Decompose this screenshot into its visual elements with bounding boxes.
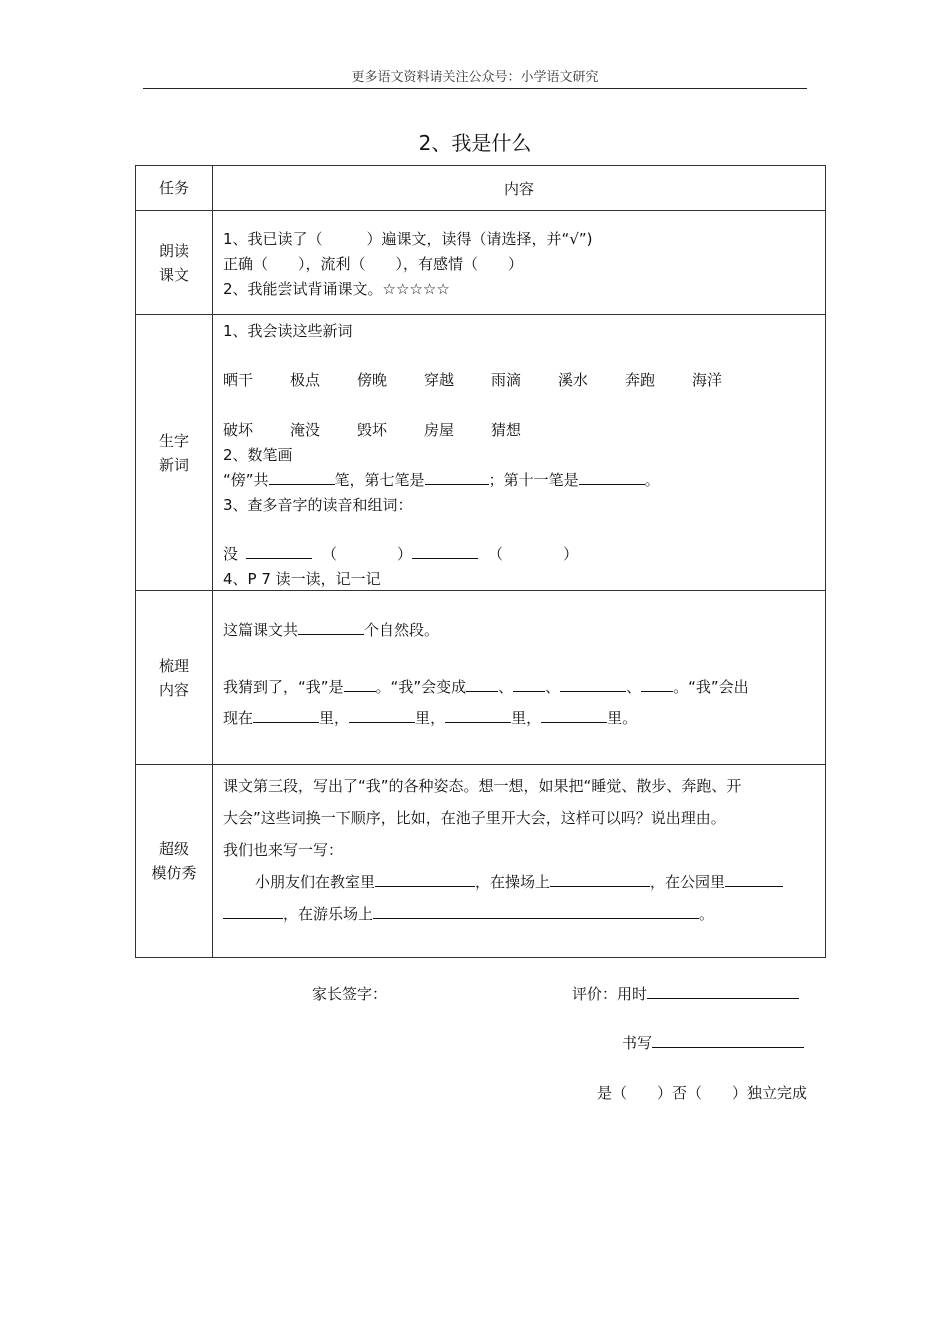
vocab-word: 极点 (290, 371, 321, 389)
reading-line-1-b: ）遍课文，读得（请选择，并“√”) (366, 230, 593, 248)
vocab-heading-4: 4、P 7 读一读，记一记 (223, 570, 381, 588)
polyphone-char: 没 (223, 545, 239, 563)
outline-text: 里 (511, 709, 527, 727)
reading-line-3: 2、我能尝试背诵课文。☆☆☆☆☆ (223, 280, 450, 298)
row-label-vocab (136, 315, 213, 591)
row-label-outline-2: 内容 (158, 680, 189, 699)
blank-field[interactable] (541, 707, 607, 723)
vocab-heading-3: 3、查多音字的读音和组词： (223, 496, 413, 514)
stroke-text-b: 笔，第七笔是 (334, 471, 425, 489)
outline-text: 。“我”会出 (673, 678, 749, 696)
page-header: 更多语文资料请关注公众号：小学语文研究 (351, 70, 599, 85)
blank-field[interactable] (560, 676, 626, 692)
outline-line-3 (223, 707, 637, 728)
reading-line-2: 正确（ ），流利（ ），有感情（ ） (223, 255, 524, 273)
imitate-text: ，在操场上 (475, 873, 551, 891)
vocab-word: 晒干 (223, 371, 254, 389)
separator: ， (430, 709, 446, 727)
blank-field[interactable] (466, 676, 498, 692)
outline-text: 里 (415, 709, 431, 727)
vocab-words-row-2 (223, 419, 558, 440)
header-rule (143, 88, 807, 89)
evaluation-time-label: 评价：用时 (572, 985, 648, 1003)
blank-field[interactable] (246, 543, 312, 559)
paren-close: ） (563, 545, 579, 563)
imitate-line-1: 课文第三段，写出了“我”的各种姿态。想一想，如果把“睡觉、散步、奔跑、开 (223, 777, 742, 795)
row-label-imitate-1: 超级 (158, 840, 189, 858)
blank-field[interactable] (652, 1032, 804, 1048)
outline-text: 里 (319, 709, 335, 727)
outline-text: 。“我”会变成 (375, 678, 467, 696)
vocab-word: 破坏 (223, 421, 254, 439)
blank-field[interactable] (253, 707, 319, 723)
polyphone-line (223, 543, 578, 564)
outline-text: 个自然段。 (364, 621, 440, 639)
worksheet-table (135, 165, 826, 958)
outline-content (213, 591, 826, 765)
vocab-heading-1: 1、我会读这些新词 (223, 322, 353, 340)
stroke-text-d: 。 (644, 471, 660, 489)
vocab-word: 雨滴 (491, 371, 522, 389)
vocab-word: 傍晚 (357, 371, 388, 389)
paren-close: ） (397, 545, 413, 563)
imitate-text: 小朋友们在教室里 (255, 873, 376, 891)
vocab-word: 海洋 (692, 371, 723, 389)
stroke-text-c: ；第十一笔是 (488, 471, 579, 489)
imitate-text: 。 (699, 905, 715, 923)
outline-text: 我猜到了，“我”是 (223, 678, 344, 696)
outline-line-2 (223, 676, 749, 697)
vocab-word: 猜想 (491, 421, 522, 439)
row-label-reading-1: 朗读 (158, 241, 189, 260)
separator: 、 (545, 678, 561, 696)
blank-field[interactable] (298, 619, 364, 635)
row-label-reading (136, 211, 213, 315)
vocab-word: 穿越 (424, 371, 455, 389)
vocab-word: 淹没 (290, 421, 321, 439)
blank-field[interactable] (725, 871, 783, 887)
blank-field[interactable] (647, 983, 799, 999)
blank-field[interactable] (513, 676, 545, 692)
column-header-task: 任务 (136, 166, 213, 211)
row-label-outline (136, 591, 213, 765)
row-label-imitate-2: 模仿秀 (151, 864, 197, 882)
imitate-text: ，在游乐场上 (283, 905, 374, 923)
row-label-vocab-1: 生字 (158, 431, 189, 450)
blank-field[interactable] (425, 469, 489, 485)
row-label-outline-1: 梳理 (158, 656, 189, 675)
vocab-words-row-1 (223, 369, 759, 390)
vocab-word: 房屋 (424, 421, 455, 439)
blank-field[interactable] (579, 469, 645, 485)
stroke-count-line (223, 469, 660, 490)
reading-content (213, 211, 826, 315)
separator: 、 (498, 678, 514, 696)
imitate-line-5 (223, 903, 714, 924)
outline-text: 这篇课文共 (223, 621, 299, 639)
separator: ， (526, 709, 542, 727)
blank-field[interactable] (550, 871, 650, 887)
paren-open: （ (322, 545, 338, 563)
imitate-content (213, 765, 826, 958)
vocab-heading-2: 2、数笔画 (223, 446, 293, 464)
stroke-text-a: “傍”共 (223, 471, 269, 489)
blank-field[interactable] (223, 903, 283, 919)
separator: 、 (626, 678, 642, 696)
blank-field[interactable] (373, 903, 699, 919)
imitate-text: ，在公园里 (650, 873, 726, 891)
evaluation-time (572, 983, 799, 1004)
column-header-content: 内容 (213, 166, 826, 211)
blank-field[interactable] (349, 707, 415, 723)
reading-line-1-a: 1、我已读了（ (223, 230, 323, 248)
blank-field[interactable] (344, 676, 376, 692)
parent-signature-label: 家长签字： (312, 985, 388, 1003)
vocab-word: 奔跑 (625, 371, 656, 389)
row-label-vocab-2: 新词 (158, 455, 189, 474)
blank-field[interactable] (641, 676, 673, 692)
separator: ， (334, 709, 350, 727)
writing-score-label: 书写 (622, 1034, 653, 1052)
writing-score (622, 1032, 804, 1053)
page-title: 2、我是什么 (418, 131, 532, 155)
row-label-reading-2: 课文 (158, 265, 189, 284)
imitate-line-2: 大会”这些词换一下顺序，比如，在池子里开大会，这样可以吗？说出理由。 (223, 809, 726, 827)
outline-line-1 (223, 619, 439, 640)
vocab-word: 毁坏 (357, 421, 388, 439)
blank-field[interactable] (445, 707, 511, 723)
paren-open: （ (488, 545, 504, 563)
reading-line-1 (223, 228, 593, 249)
blank-field[interactable] (269, 469, 335, 485)
imitate-line-4 (255, 871, 783, 892)
independent-completion: 是（ ）否（ ）独立完成 (597, 1084, 808, 1102)
outline-text: 里。 (607, 709, 638, 727)
outline-text: 现在 (223, 709, 254, 727)
blank-field[interactable] (412, 543, 478, 559)
vocab-word: 溪水 (558, 371, 589, 389)
imitate-line-3: 我们也来写一写： (223, 841, 344, 859)
blank-field[interactable] (375, 871, 475, 887)
vocab-content (213, 315, 826, 591)
row-label-imitate (136, 765, 213, 958)
